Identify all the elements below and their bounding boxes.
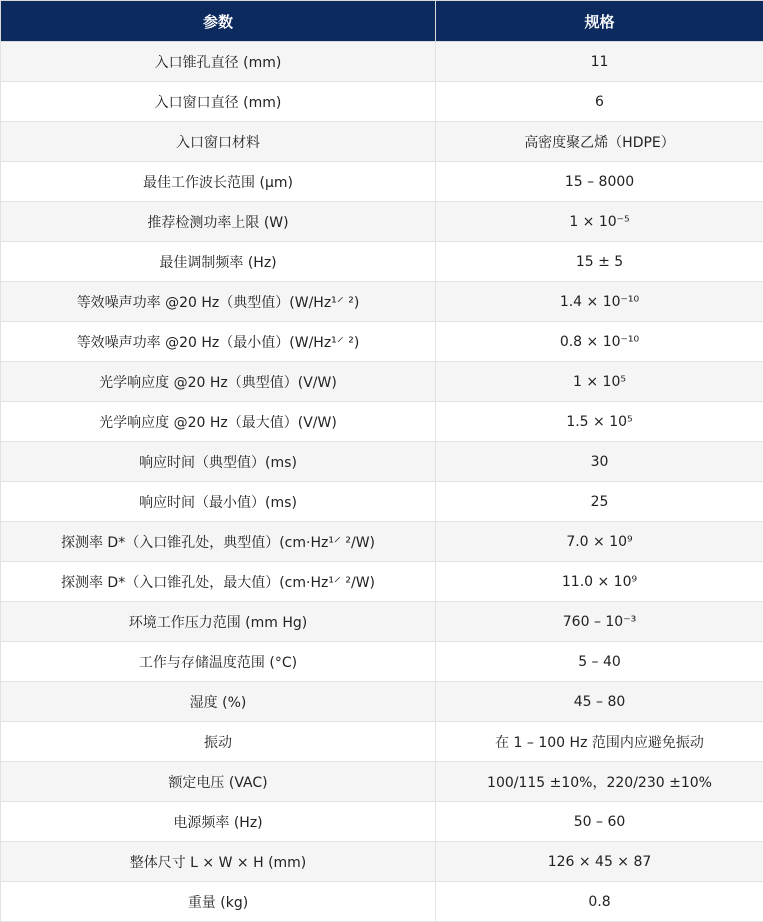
param-cell: 环境工作压力范围 (mm Hg)	[1, 602, 436, 642]
param-cell: 等效噪声功率 @20 Hz（最小值）(W/Hz¹⸍ ²)	[1, 322, 436, 362]
param-cell: 入口窗口直径 (mm)	[1, 82, 436, 122]
param-cell: 湿度 (%)	[1, 682, 436, 722]
value-cell: 5 – 40	[436, 642, 763, 682]
param-cell: 入口窗口材料	[1, 122, 436, 162]
table-row	[1, 282, 763, 322]
header-specification: 规格	[436, 1, 763, 42]
header-parameter: 参数	[1, 1, 436, 42]
value-cell: 100/115 ±10%，220/230 ±10%	[436, 762, 763, 802]
table-row	[1, 562, 763, 602]
value-cell: 1 × 10⁻⁵	[436, 202, 763, 242]
value-cell: 在 1 – 100 Hz 范围内应避免振动	[436, 722, 763, 762]
value-cell: 126 × 45 × 87	[436, 842, 763, 882]
value-cell: 0.8	[436, 882, 763, 922]
table-row	[1, 802, 763, 842]
param-cell: 探测率 D*（入口锥孔处，典型值）(cm·Hz¹⸍ ²/W)	[1, 522, 436, 562]
value-cell: 0.8 × 10⁻¹⁰	[436, 322, 763, 362]
param-cell: 响应时间（典型值）(ms)	[1, 442, 436, 482]
table-row	[1, 482, 763, 522]
param-cell: 振动	[1, 722, 436, 762]
table-row	[1, 442, 763, 482]
param-cell: 光学响应度 @20 Hz（最大值）(V/W)	[1, 402, 436, 442]
param-cell: 响应时间（最小值）(ms)	[1, 482, 436, 522]
table-row	[1, 122, 763, 162]
param-cell: 最佳工作波长范围 (μm)	[1, 162, 436, 202]
value-cell: 11.0 × 10⁹	[436, 562, 763, 602]
param-cell: 等效噪声功率 @20 Hz（典型值）(W/Hz¹⸍ ²)	[1, 282, 436, 322]
table-row	[1, 762, 763, 802]
spec-table-body	[1, 42, 763, 922]
param-cell: 最佳调制频率 (Hz)	[1, 242, 436, 282]
param-cell: 额定电压 (VAC)	[1, 762, 436, 802]
param-cell: 入口锥孔直径 (mm)	[1, 42, 436, 82]
table-row	[1, 322, 763, 362]
value-cell: 30	[436, 442, 763, 482]
table-row	[1, 82, 763, 122]
param-cell: 整体尺寸 L × W × H (mm)	[1, 842, 436, 882]
value-cell: 1.5 × 10⁵	[436, 402, 763, 442]
value-cell: 25	[436, 482, 763, 522]
param-cell: 光学响应度 @20 Hz（典型值）(V/W)	[1, 362, 436, 402]
table-row	[1, 202, 763, 242]
table-row	[1, 882, 763, 922]
table-row	[1, 602, 763, 642]
value-cell: 45 – 80	[436, 682, 763, 722]
param-cell: 探测率 D*（入口锥孔处，最大值）(cm·Hz¹⸍ ²/W)	[1, 562, 436, 602]
value-cell: 7.0 × 10⁹	[436, 522, 763, 562]
table-row	[1, 42, 763, 82]
table-row	[1, 682, 763, 722]
value-cell: 50 – 60	[436, 802, 763, 842]
value-cell: 1 × 10⁵	[436, 362, 763, 402]
table-row	[1, 842, 763, 882]
table-row	[1, 242, 763, 282]
value-cell: 15 ± 5	[436, 242, 763, 282]
value-cell: 15 – 8000	[436, 162, 763, 202]
value-cell: 11	[436, 42, 763, 82]
table-row	[1, 522, 763, 562]
table-row	[1, 362, 763, 402]
value-cell: 高密度聚乙烯（HDPE）	[436, 122, 763, 162]
param-cell: 电源频率 (Hz)	[1, 802, 436, 842]
param-cell: 工作与存储温度范围 (°C)	[1, 642, 436, 682]
param-cell: 重量 (kg)	[1, 882, 436, 922]
value-cell: 1.4 × 10⁻¹⁰	[436, 282, 763, 322]
header-row	[1, 1, 763, 42]
value-cell: 760 – 10⁻³	[436, 602, 763, 642]
table-row	[1, 402, 763, 442]
table-row	[1, 722, 763, 762]
param-cell: 推荐检测功率上限 (W)	[1, 202, 436, 242]
table-row	[1, 162, 763, 202]
table-row	[1, 642, 763, 682]
value-cell: 6	[436, 82, 763, 122]
